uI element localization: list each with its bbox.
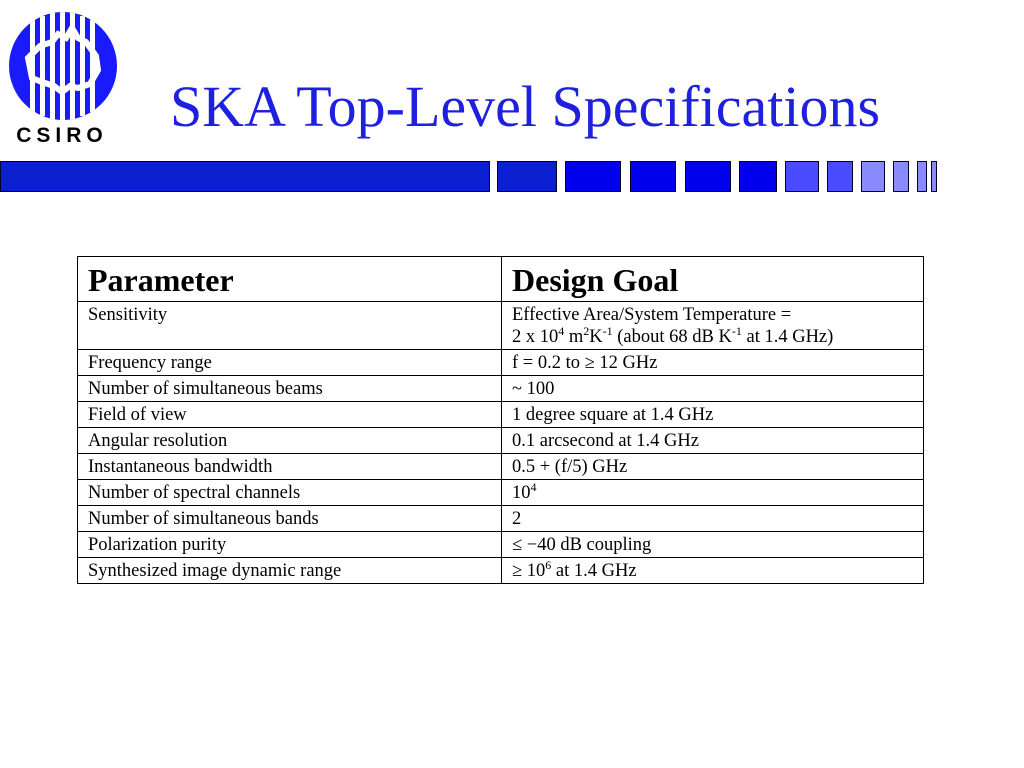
superscript: 6 [545,557,552,572]
table-row [78,350,924,376]
csiro-australia-globe-icon [6,8,124,148]
header-parameter: Parameter [78,257,502,302]
param-cell: Frequency range [78,350,502,376]
superscript: -1 [731,323,742,338]
bar-segment [827,161,853,192]
table-row [78,428,924,454]
goal-text: at 1.4 GHz) [741,327,834,347]
param-cell: Polarization purity [78,532,502,558]
logo-text: CSIRO [16,124,108,147]
param-cell: Sensitivity [78,302,502,350]
goal-cell: 0.1 arcsecond at 1.4 GHz [502,428,924,454]
goal-cell: 1 degree square at 1.4 GHz [502,402,924,428]
goal-text: ≥ 10 [512,561,546,581]
goal-cell [502,558,924,584]
bar-segment [0,161,490,192]
bar-segment [785,161,819,192]
goal-cell: f = 0.2 to ≥ 12 GHz [502,350,924,376]
goal-text: K [589,327,603,347]
bar-segment [917,161,927,192]
goal-text: Effective Area/System Temperature = [512,305,792,325]
bar-segment [630,161,676,192]
param-cell: Field of view [78,402,502,428]
goal-text: at 1.4 GHz [551,561,637,581]
bar-segment [739,161,777,192]
goal-cell [502,480,924,506]
goal-cell: 0.5 + (f/5) GHz [502,454,924,480]
param-cell: Synthesized image dynamic range [78,558,502,584]
table-row [78,480,924,506]
goal-text: 2 x 10 [512,327,559,347]
csiro-logo [6,8,124,148]
bar-segment [565,161,621,192]
goal-cell: ≤ −40 dB coupling [502,532,924,558]
goal-cell: 2 [502,506,924,532]
goal-cell: ~ 100 [502,376,924,402]
decorative-bar [0,161,1024,194]
table-row [78,506,924,532]
param-cell: Number of simultaneous beams [78,376,502,402]
page-title: SKA Top-Level Specifications [170,74,881,139]
table-header-row [78,257,924,302]
superscript: -1 [602,323,613,338]
bar-segment [931,161,937,192]
goal-cell [502,302,924,350]
bar-segment [893,161,909,192]
bar-segment [861,161,885,192]
superscript: 4 [530,479,537,494]
table-row [78,402,924,428]
table-row [78,454,924,480]
param-cell: Instantaneous bandwidth [78,454,502,480]
table-row [78,302,924,350]
param-cell: Angular resolution [78,428,502,454]
header-design-goal: Design Goal [502,257,924,302]
spec-table [77,256,924,584]
table-row [78,532,924,558]
superscript: 4 [558,323,565,338]
table-row [78,376,924,402]
goal-text: 10 [512,483,531,503]
goal-text: (about 68 dB K [612,327,732,347]
bar-segment [685,161,731,192]
bar-segment [497,161,557,192]
param-cell: Number of simultaneous bands [78,506,502,532]
goal-text: m [564,327,584,347]
param-cell: Number of spectral channels [78,480,502,506]
superscript: 2 [583,323,590,338]
table-row [78,558,924,584]
